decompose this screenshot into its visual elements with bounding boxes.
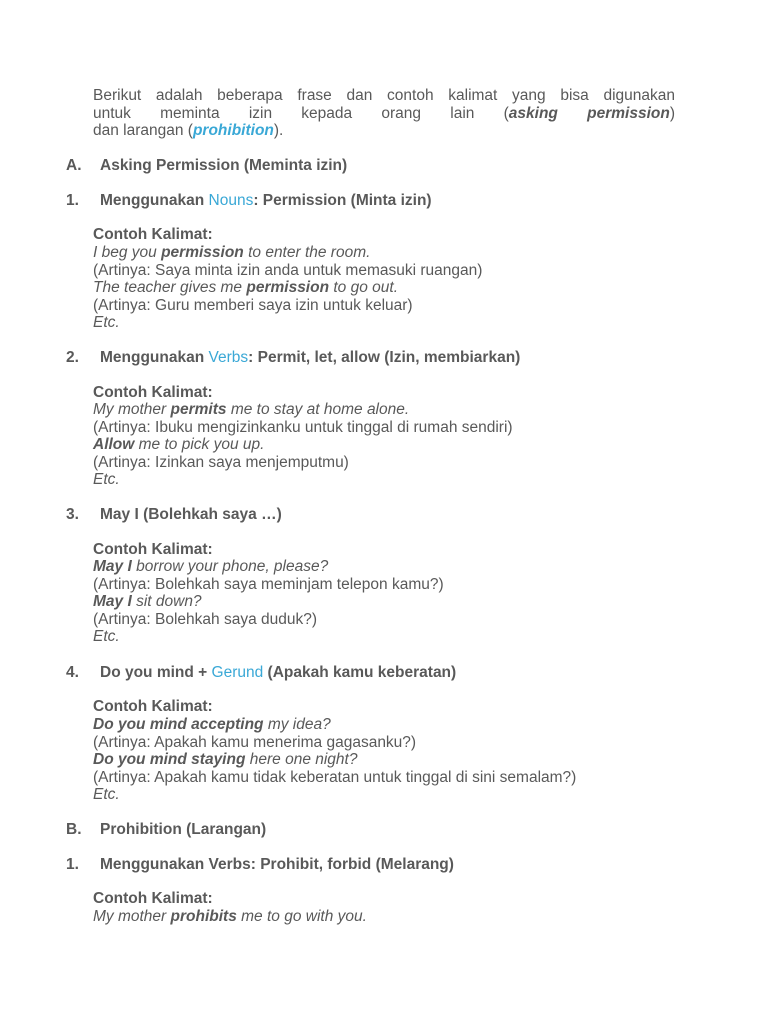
intro-paragraph <box>93 87 675 140</box>
item-title: May I (Bolehkah saya …) <box>100 506 282 523</box>
example-text: me to go with you. <box>236 908 367 925</box>
example-list <box>93 908 367 926</box>
intro-text: untuk meminta izin kepada orang lain ( <box>93 104 509 122</box>
example-text: My mother <box>93 401 171 418</box>
example-text: to enter the room. <box>243 244 371 261</box>
item-title: Menggunakan <box>100 349 209 366</box>
example-keyword: permits <box>170 401 227 418</box>
intro-line-1: Berikut adalah beberapa frase dan contoh kalimat yang bisa digunakan <box>93 87 675 104</box>
contoh-kalimat-label: Contoh Kalimat: <box>93 541 213 558</box>
etc-text: Etc. <box>93 314 120 331</box>
etc-text: Etc. <box>93 471 120 488</box>
example-text: me to stay at home alone. <box>226 401 410 418</box>
example-translation: (Artinya: Bolehkah saya meminjam telepon kamu?) <box>93 575 444 593</box>
example-translation: (Artinya: Bolehkah saya duduk?) <box>93 610 318 628</box>
contoh-kalimat-label: Contoh Kalimat: <box>93 698 213 715</box>
example-text: I beg you <box>93 244 162 261</box>
intro-text: ). <box>273 122 284 139</box>
example-text: My mother <box>93 908 171 925</box>
example-translation: (Artinya: Apakah kamu menerima gagasanku?) <box>93 733 417 751</box>
contoh-kalimat-label: Contoh Kalimat: <box>93 226 213 243</box>
item-title: Menggunakan Verbs: Prohibit, forbid (Melarang) <box>100 856 454 873</box>
intro-text: ) <box>669 104 675 122</box>
example-text: to go out. <box>329 279 399 296</box>
example-keyword: permission <box>161 244 244 261</box>
etc-text: Etc. <box>93 786 120 803</box>
example-translation: (Artinya: Guru memberi saya izin untuk keluar) <box>93 296 413 314</box>
example-sentence <box>93 279 482 297</box>
example-translation: (Artinya: Izinkan saya menjemputmu) <box>93 453 349 471</box>
item-b1-heading <box>66 856 454 874</box>
example-list <box>93 716 576 804</box>
item-title: : Permit, let, allow (Izin, membiarkan) <box>248 349 521 366</box>
example-list <box>93 558 444 646</box>
example-sentence <box>93 401 513 419</box>
gerund-term: Gerund <box>211 664 264 681</box>
section-b-heading <box>66 821 266 839</box>
item-number: 1. <box>66 856 79 873</box>
section-title: Asking Permission (Meminta izin) <box>100 157 348 174</box>
asking-permission-term: asking permission <box>508 104 670 122</box>
example-sentence <box>93 436 513 454</box>
example-translation: (Artinya: Saya minta izin anda untuk memasuki ruangan) <box>93 261 483 279</box>
item-title: : Permission (Minta izin) <box>253 192 432 209</box>
item-number: 3. <box>66 506 79 523</box>
example-text: here one night? <box>245 751 358 768</box>
example-sentence <box>93 244 482 262</box>
example-sentence <box>93 751 576 769</box>
example-sentence <box>93 908 367 926</box>
example-text: sit down? <box>131 593 202 610</box>
example-text: The teacher gives me <box>93 279 247 296</box>
intro-text: dan larangan ( <box>93 122 193 139</box>
item-number: 4. <box>66 664 79 681</box>
example-sentence <box>93 558 444 576</box>
example-keyword: permission <box>246 279 330 296</box>
item-a4-heading <box>66 664 456 682</box>
intro-line-3 <box>93 122 675 140</box>
contoh-kalimat-label: Contoh Kalimat: <box>93 890 213 907</box>
verbs-term: Verbs <box>208 349 249 366</box>
section-number: B. <box>66 821 82 838</box>
section-title: Prohibition (Larangan) <box>100 821 267 838</box>
example-list <box>93 401 513 489</box>
example-keyword: Do you mind staying <box>93 751 246 768</box>
example-text: my idea? <box>263 716 331 733</box>
example-keyword: Do you mind accepting <box>93 716 264 733</box>
item-number: 2. <box>66 349 79 366</box>
item-title: Do you mind + <box>100 664 212 681</box>
example-text: borrow your phone, please? <box>131 558 329 575</box>
nouns-term: Nouns <box>208 192 254 209</box>
contoh-kalimat-label: Contoh Kalimat: <box>93 384 213 401</box>
item-a3-heading <box>66 506 282 524</box>
example-translation: (Artinya: Ibuku mengizinkanku untuk tinggal di rumah sendiri) <box>93 418 513 436</box>
example-keyword: prohibits <box>170 908 237 925</box>
example-sentence <box>93 716 576 734</box>
intro-line-2 <box>93 105 675 123</box>
example-keyword: May I <box>93 558 132 575</box>
example-keyword: Allow <box>93 436 135 453</box>
example-sentence <box>93 593 444 611</box>
item-title: (Apakah kamu keberatan) <box>263 664 457 681</box>
item-number: 1. <box>66 192 79 209</box>
example-list <box>93 244 482 332</box>
item-a1-heading <box>66 192 432 210</box>
section-a-heading <box>66 157 347 175</box>
example-text: me to pick you up. <box>134 436 265 453</box>
item-a2-heading <box>66 349 520 367</box>
section-number: A. <box>66 157 82 174</box>
etc-text: Etc. <box>93 628 120 645</box>
example-translation: (Artinya: Apakah kamu tidak keberatan untuk tinggal di sini semalam?) <box>93 768 577 786</box>
item-title: Menggunakan <box>100 192 209 209</box>
example-keyword: May I <box>93 593 132 610</box>
prohibition-term: prohibition <box>192 122 274 139</box>
